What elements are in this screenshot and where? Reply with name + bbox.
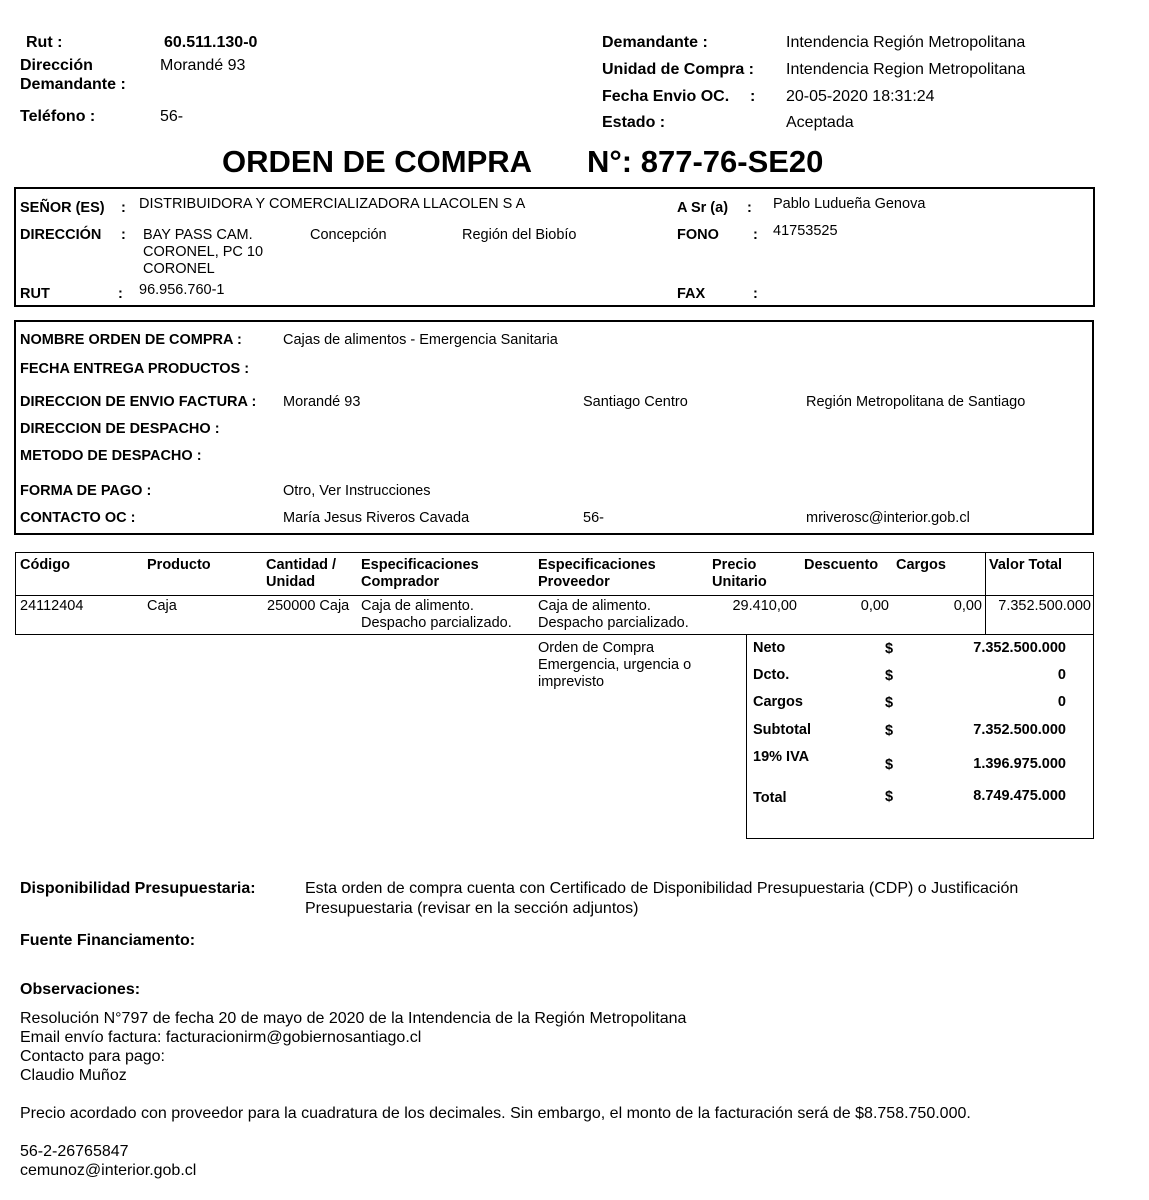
fecha-envio-value: 20-05-2020 18:31:24 xyxy=(786,88,935,105)
senor-value: DISTRIBUIDORA Y COMERCIALIZADORA LLACOLEN S A xyxy=(139,196,526,212)
fecha-entrega-label: FECHA ENTREGA PRODUCTOS : xyxy=(20,361,250,377)
col-codigo-header: Código xyxy=(20,557,70,573)
supplier-rut-value: 96.956.760-1 xyxy=(139,282,225,298)
subtotal-currency: $ xyxy=(885,723,894,739)
supplier-comuna: Concepción xyxy=(310,227,387,243)
contacto-oc-email: mriverosc@interior.gob.cl xyxy=(806,510,970,526)
total-currency: $ xyxy=(885,789,894,805)
demandante-value: Intendencia Región Metropolitana xyxy=(786,34,1026,51)
document-title: ORDEN DE COMPRA xyxy=(222,144,533,179)
direccion-label-line1: Dirección xyxy=(20,57,93,74)
dcto-label: Dcto. xyxy=(753,667,790,683)
asr-label: A Sr (a) xyxy=(677,200,729,216)
contacto-oc-fono: 56- xyxy=(583,510,604,526)
dcto-value: 0 xyxy=(1057,667,1066,683)
envio-factura-comuna: Santiago Centro xyxy=(583,394,688,410)
supplier-rut-label: RUT xyxy=(20,286,50,302)
cargos-value: 0 xyxy=(1057,694,1066,710)
nombre-oc-value: Cajas de alimentos - Emergencia Sanitaria xyxy=(283,332,558,348)
observaciones-line1: Resolución N°797 de fecha 20 de mayo de 2020 de la Intendencia de la Región Metropolitana xyxy=(20,1010,687,1027)
total-value: 8.749.475.000 xyxy=(973,788,1066,804)
col-descuento-header: Descuento xyxy=(804,557,879,573)
fax-label: FAX xyxy=(677,286,706,302)
row-codigo: 24112404 xyxy=(20,598,84,614)
row-precio: 29.410,00 xyxy=(732,598,797,614)
observaciones-label: Observaciones: xyxy=(20,981,141,998)
observaciones-line4: Claudio Muñoz xyxy=(20,1067,127,1084)
col-esp-comprador-header-2: Comprador xyxy=(361,574,440,590)
row-esp-proveedor-1: Caja de alimento. xyxy=(538,598,651,614)
metodo-despacho-label: METODO DE DESPACHO : xyxy=(20,448,202,464)
envio-factura-direccion: Morandé 93 xyxy=(283,394,361,410)
note-line1: Orden de Compra xyxy=(538,640,655,656)
fono-value: 41753525 xyxy=(773,223,838,239)
supplier-direccion-line3: CORONEL xyxy=(143,261,215,277)
col-esp-proveedor-header-2: Proveedor xyxy=(538,574,610,590)
row-descuento: 0,00 xyxy=(860,598,889,614)
fono-label: FONO xyxy=(677,227,719,243)
unidad-compra-value: Intendencia Region Metropolitana xyxy=(786,61,1026,78)
asr-value: Pablo Ludueña Genova xyxy=(773,196,926,212)
note-line3: imprevisto xyxy=(538,674,605,690)
observaciones-line3: Contacto para pago: xyxy=(20,1048,165,1065)
col-precio-header-1: Precio xyxy=(712,557,757,573)
fuente-financiamiento-label: Fuente Financiamento: xyxy=(20,932,196,949)
envio-factura-region: Región Metropolitana de Santiago xyxy=(806,394,1026,410)
despacho-label: DIRECCION DE DESPACHO : xyxy=(20,421,220,437)
neto-value: 7.352.500.000 xyxy=(973,640,1066,656)
contact-email: cemunoz@interior.gob.cl xyxy=(20,1162,197,1179)
items-table-total-divider xyxy=(985,552,986,635)
col-cantidad-header-1: Cantidad / xyxy=(266,557,337,573)
total-label: Total xyxy=(753,790,787,806)
col-precio-header-2: Unitario xyxy=(712,574,767,590)
demandante-label: Demandante : xyxy=(602,34,708,51)
row-valor-total: 7.352.500.000 xyxy=(998,598,1091,614)
supplier-rut-colon: : xyxy=(118,286,123,302)
forma-pago-label: FORMA DE PAGO : xyxy=(20,483,152,499)
supplier-direccion-line1: BAY PASS CAM. xyxy=(143,227,253,243)
senor-label: SEÑOR (ES) xyxy=(20,200,105,216)
envio-factura-label: DIRECCION DE ENVIO FACTURA : xyxy=(20,394,257,410)
asr-colon: : xyxy=(747,200,752,216)
col-cargos-header: Cargos xyxy=(896,557,946,573)
fecha-envio-colon: : xyxy=(750,88,756,105)
disponibilidad-line2: Presupuestaria (revisar en la sección adjuntos) xyxy=(305,900,639,917)
contact-phone: 56-2-26765847 xyxy=(20,1143,129,1160)
fax-colon: : xyxy=(753,286,758,302)
col-esp-comprador-header-1: Especificaciones xyxy=(361,557,479,573)
subtotal-label: Subtotal xyxy=(753,722,811,738)
direccion-label-line2: Demandante : xyxy=(20,76,126,93)
note-line2: Emergencia, urgencia o xyxy=(538,657,692,673)
col-producto-header: Producto xyxy=(147,557,211,573)
supplier-direccion-line2: CORONEL, PC 10 xyxy=(143,244,264,260)
row-cargos: 0,00 xyxy=(953,598,982,614)
fono-colon: : xyxy=(753,227,758,243)
telefono-value: 56- xyxy=(160,108,184,125)
dcto-currency: $ xyxy=(885,668,894,684)
disponibilidad-line1: Esta orden de compra cuenta con Certificado de Disponibilidad Presupuestaria (CDP) o Justificación xyxy=(305,880,1019,897)
row-esp-comprador-1: Caja de alimento. xyxy=(361,598,474,614)
contacto-oc-nombre: María Jesus Riveros Cavada xyxy=(283,510,470,526)
estado-label: Estado : xyxy=(602,114,666,131)
precio-note: Precio acordado con proveedor para la cuadratura de los decimales. Sin embargo, el monto de la facturación será de $8.758.750.000. xyxy=(20,1105,971,1122)
fecha-envio-label: Fecha Envio OC. xyxy=(602,88,730,105)
row-producto: Caja xyxy=(147,598,177,614)
senor-colon: : xyxy=(121,200,126,216)
iva-label: 19% IVA xyxy=(753,749,810,765)
neto-currency: $ xyxy=(885,641,894,657)
unidad-compra-label: Unidad de Compra : xyxy=(602,61,755,78)
direccion-value: Morandé 93 xyxy=(160,57,246,74)
supplier-region: Región del Biobío xyxy=(462,227,577,243)
rut-value: 60.511.130-0 xyxy=(164,34,258,51)
col-cantidad-header-2: Unidad xyxy=(266,574,316,590)
order-number: N°: 877-76-SE20 xyxy=(587,144,824,179)
forma-pago-value: Otro, Ver Instrucciones xyxy=(283,483,431,499)
col-esp-proveedor-header-1: Especificaciones xyxy=(538,557,656,573)
telefono-label: Teléfono : xyxy=(20,108,96,125)
neto-label: Neto xyxy=(753,640,786,656)
row-esp-comprador-2: Despacho parcializado. xyxy=(361,615,512,631)
estado-value: Aceptada xyxy=(786,114,854,131)
subtotal-value: 7.352.500.000 xyxy=(973,722,1066,738)
contacto-oc-label: CONTACTO OC : xyxy=(20,510,136,526)
items-table-header-divider xyxy=(15,595,1094,596)
rut-label: Rut : xyxy=(26,34,63,51)
observaciones-line2: Email envío factura: facturacionirm@gobiernosantiago.cl xyxy=(20,1029,422,1046)
iva-value: 1.396.975.000 xyxy=(973,756,1066,772)
cargos-label: Cargos xyxy=(753,694,803,710)
supplier-direccion-colon: : xyxy=(121,227,126,243)
row-cantidad: 250000 Caja xyxy=(267,598,350,614)
col-valor-total-header: Valor Total xyxy=(989,557,1063,573)
supplier-direccion-label: DIRECCIÓN xyxy=(20,227,102,243)
nombre-oc-label: NOMBRE ORDEN DE COMPRA : xyxy=(20,332,242,348)
disponibilidad-label: Disponibilidad Presupuestaria: xyxy=(20,880,256,897)
row-esp-proveedor-2: Despacho parcializado. xyxy=(538,615,689,631)
cargos-currency: $ xyxy=(885,695,894,711)
iva-currency: $ xyxy=(885,757,894,773)
